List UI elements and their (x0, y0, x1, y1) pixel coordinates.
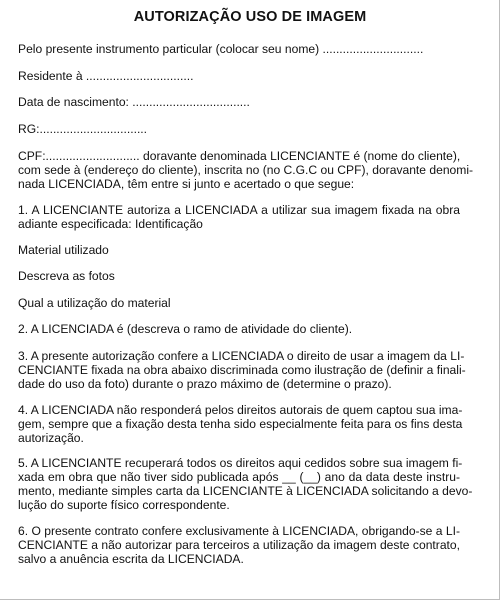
clause-2-line: 2. A LICENCIADA é (descreva o ramo de atividade do cliente). (18, 322, 353, 336)
clause-5-line: xada em obra que não tiver sido publicada após __ (__) ano da data deste instru- (18, 470, 460, 484)
clause-5-line: mento, mediante simples carta da LICENCIANTE à LICENCIADA solicitando a devo- (18, 484, 473, 498)
clause-3-line: dade do uso da foto) durante o prazo máximo de (determine o prazo). (18, 377, 392, 391)
name-field-line: Pelo presente instrumento particular (colocar seu nome) .............................. (18, 42, 424, 56)
describe-photos-label: Descreva as fotos (18, 269, 115, 283)
clause-1-line: adiante especificada: Identificação (18, 217, 203, 231)
birth-date-field-line: Data de nascimento: ................................... (18, 95, 250, 109)
clause-6-line: 6. O presente contrato confere exclusivamente à LICENCIADA, obrigando-se a LI- (18, 524, 460, 538)
clause-6-line: CENCIANTE a não autorizar para terceiros a utilização da imagem deste contrato, (18, 538, 460, 552)
clause-1-line: 1. A LICENCIANTE autoriza a LICENCIADA a utilizar sua imagem fixada na obra (18, 203, 460, 217)
clause-5-line: lução do suporte físico correspondente. (18, 498, 230, 512)
intro-paragraph-line: CPF:............................ doravante denominada LICENCIANTE é (nome do cliente), (18, 149, 461, 163)
document-title: AUTORIZAÇÃO USO DE IMAGEM (133, 9, 367, 25)
clause-4-line: autorização. (18, 431, 84, 445)
clause-3-line: 3. A presente autorização confere a LICENCIADA o direito de usar a imagem da LI- (18, 349, 465, 363)
clause-3-line: CENCIANTE fixada na obra abaixo discriminada como ilustração de (definir a finali- (18, 363, 466, 377)
intro-paragraph-line: nada LICENCIADA, têm entre si junto e acertado o que segue: (18, 177, 355, 191)
material-usage-label: Qual a utilização do material (18, 296, 171, 310)
clause-4-line: gem, sempre que a fixação desta tenha sido especialmente feita para os fins desta (18, 417, 463, 431)
material-used-label: Material utilizado (18, 243, 109, 257)
clause-4-line: 4. A LICENCIADA não responderá pelos direitos autorais de quem captou sua ima- (18, 403, 463, 417)
clause-6-line: salvo a anuência escrita da LICENCIADA. (18, 552, 244, 566)
residence-field-line: Residente à ................................ (18, 69, 194, 83)
clause-5-line: 5. A LICENCIANTE recuperará todos os direitos aqui cedidos sobre sua imagem fi- (18, 456, 463, 470)
intro-paragraph-line: com sede à (endereço do cliente), inscrita no (no C.G.C ou CPF), doravante denomi- (18, 163, 474, 177)
rg-field-line: RG:................................ (18, 122, 148, 136)
